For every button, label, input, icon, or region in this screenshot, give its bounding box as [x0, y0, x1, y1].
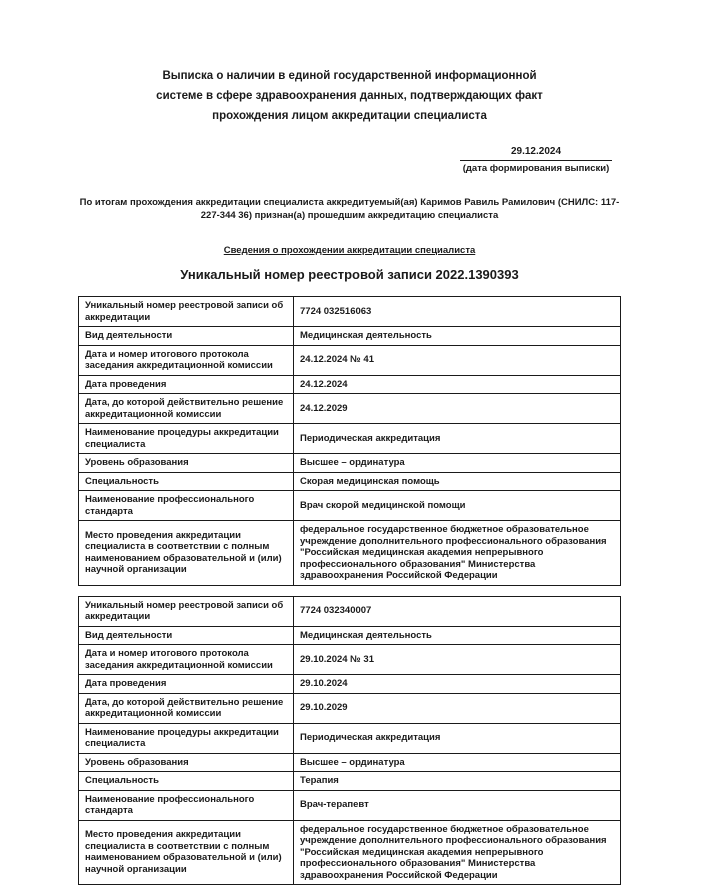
- table-row: [79, 327, 621, 346]
- formation-date: 29.12.2024: [460, 146, 612, 161]
- field-label: Уровень образования: [79, 454, 294, 473]
- field-value: Периодическая аккредитация: [294, 424, 621, 454]
- table-row: [79, 820, 621, 885]
- field-label: Наименование профессионального стандарта: [79, 491, 294, 521]
- table-row: [79, 394, 621, 424]
- table-row: [79, 521, 621, 586]
- table-row: [79, 790, 621, 820]
- table-row: [79, 491, 621, 521]
- field-label: Дата проведения: [79, 375, 294, 394]
- field-value: Скорая медицинская помощь: [294, 472, 621, 491]
- field-value: Периодическая аккредитация: [294, 723, 621, 753]
- document-title: [78, 66, 621, 126]
- field-label: Наименование профессионального стандарта: [79, 790, 294, 820]
- field-value: Медицинская деятельность: [294, 626, 621, 645]
- field-label: Дата, до которой действительно решение аккредитационной комиссии: [79, 394, 294, 424]
- formation-date-caption: (дата формирования выписки): [460, 161, 612, 175]
- table-row: [79, 693, 621, 723]
- formation-date-block: [460, 146, 612, 175]
- field-value: 7724 032340007: [294, 596, 621, 626]
- field-label: Наименование процедуры аккредитации специалиста: [79, 424, 294, 454]
- field-label: Место проведения аккредитации специалиста в соответствии с полным наименованием образовательной и (или) научной организации: [79, 820, 294, 885]
- field-value: 29.10.2024 № 31: [294, 645, 621, 675]
- field-value: 29.10.2024: [294, 675, 621, 694]
- field-value: Врач скорой медицинской помощи: [294, 491, 621, 521]
- field-label: Дата и номер итогового протокола заседания аккредитационной комиссии: [79, 645, 294, 675]
- table-row: [79, 297, 621, 327]
- field-value: 7724 032516063: [294, 297, 621, 327]
- table-row: [79, 345, 621, 375]
- table-row: [79, 596, 621, 626]
- field-label: Специальность: [79, 472, 294, 491]
- field-label: Специальность: [79, 772, 294, 791]
- field-value: Медицинская деятельность: [294, 327, 621, 346]
- field-value: 24.12.2024: [294, 375, 621, 394]
- table-row: [79, 753, 621, 772]
- accreditation-record-table: [78, 596, 621, 885]
- field-label: Уникальный номер реестровой записи об аккредитации: [79, 596, 294, 626]
- table-row: [79, 723, 621, 753]
- document-title-line-1: Выписка о наличии в единой государственной информационной: [162, 70, 536, 82]
- table-row: [79, 472, 621, 491]
- table-row: [79, 454, 621, 473]
- section-title: Сведения о прохождении аккредитации специалиста: [78, 245, 621, 256]
- table-row: [79, 645, 621, 675]
- table-row: [79, 424, 621, 454]
- field-label: Дата проведения: [79, 675, 294, 694]
- field-value: федеральное государственное бюджетное образовательное учреждение дополнительного профессионального образования "Российская медицинская академия непрерывного профессионального образования" Министерства здравоохранения Российской Федерации: [294, 521, 621, 586]
- accreditation-records: [78, 296, 621, 885]
- field-label: Вид деятельности: [79, 626, 294, 645]
- field-value: Терапия: [294, 772, 621, 791]
- registry-number-heading: Уникальный номер реестровой записи 2022.1390393: [78, 267, 621, 282]
- document-title-line-2: системе в сфере здравоохранения данных, подтверждающих факт: [156, 90, 543, 102]
- field-value: Врач-терапевт: [294, 790, 621, 820]
- accreditation-record-table: [78, 296, 621, 586]
- document-title-line-3: прохождения лицом аккредитации специалиста: [212, 110, 487, 122]
- field-value: 24.12.2029: [294, 394, 621, 424]
- table-row: [79, 626, 621, 645]
- field-label: Наименование процедуры аккредитации специалиста: [79, 723, 294, 753]
- table-row: [79, 675, 621, 694]
- field-value: Высшее – ординатура: [294, 454, 621, 473]
- intro-paragraph: По итогам прохождения аккредитации специалиста аккредитуемый(ая) Каримов Равиль Рамилович (СНИЛС: 117-227-344 36) признан(а) прошедшим аккредитацию специалиста: [78, 196, 621, 222]
- field-label: Место проведения аккредитации специалиста в соответствии с полным наименованием образовательной и (или) научной организации: [79, 521, 294, 586]
- field-value: 29.10.2029: [294, 693, 621, 723]
- field-label: Уровень образования: [79, 753, 294, 772]
- table-row: [79, 375, 621, 394]
- field-value: 24.12.2024 № 41: [294, 345, 621, 375]
- field-label: Дата, до которой действительно решение аккредитационной комиссии: [79, 693, 294, 723]
- field-label: Уникальный номер реестровой записи об аккредитации: [79, 297, 294, 327]
- field-value: Высшее – ординатура: [294, 753, 621, 772]
- field-label: Дата и номер итогового протокола заседания аккредитационной комиссии: [79, 345, 294, 375]
- field-label: Вид деятельности: [79, 327, 294, 346]
- field-value: федеральное государственное бюджетное образовательное учреждение дополнительного профессионального образования "Российская медицинская академия непрерывного профессионального образования" Министерства здравоохранения Российской Федерации: [294, 820, 621, 885]
- table-row: [79, 772, 621, 791]
